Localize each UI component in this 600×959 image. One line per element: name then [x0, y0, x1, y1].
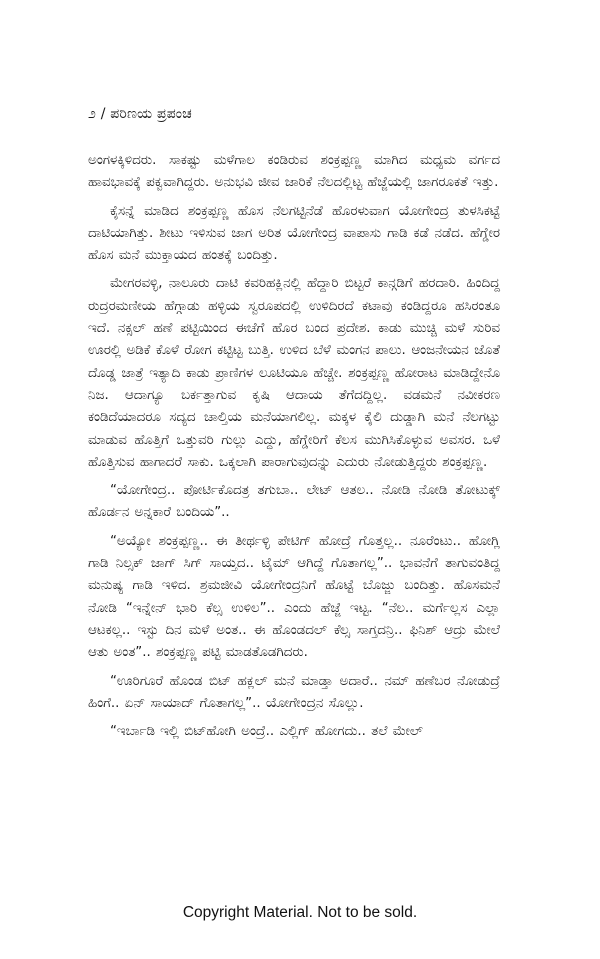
paragraph: ಮೇಗರವಳ್ಳಿ, ನಾಲೂರು ದಾಟಿ ಕವರಿಹಕ್ಲಿನಲ್ಲಿ ಹೆದ್ದಾರಿ ಬಿಟ್ಟರೆ ಕಾನ್ಗಡಿಗೆ ಹರದಾರಿ. ಹಿಂದಿದ್ದ ರುದ್ರರಮಣೀಯ ಹೆಗ್ಗಾಡು ಹಳ್ಳಿಯ ಸ್ವರೂಪದಲ್ಲಿ ಉಳಿದಿರದೆ ಕಟಾವು ಕಂಡಿದ್ದರೂ ಹಸಿರಂತೂ ಇದೆ. ನಕ್ಸಲ್ ಹಣೆ ಪಟ್ಟಿಯಿಂದ ಈಚೆಗೆ ಹೊರ ಬಂದ ಪ್ರದೇಶ. ಕಾಡು ಮುಚ್ಚಿ ಮಳೆ ಸುರಿವ ಊರಲ್ಲಿ ಅಡಿಕೆ ಕೊಳೆ ರೋಗ ಕಟ್ಟಿಟ್ಟ ಬುತ್ತಿ. ಉಳಿದ ಬೆಳೆ ಮಂಗನ ಪಾಲು. ಆಂಜನೇಯನ ಜೊತೆ ದೊಡ್ಡ ಜಾತ್ರೆ ಇತ್ಯಾದಿ ಕಾಡು ಪ್ರಾಣಿಗಳ ಲೂಟಿಯೂ ಹೆಚ್ಚೇ. ಶಂಕ್ರಪ್ಪಣ್ಣ ಹೋರಾಟ ಮಾಡಿದ್ದೇನೊ ನಿಜ. ಆದಾಗ್ಯೂ ಬರ್ಕತ್ತಾಗುವ ಕೃಷಿ ಆದಾಯ ತೆಗೆದದ್ದಿಲ್ಲ. ವಡಮನೆ ನವೀಕರಣ ಕಂಡಿದೆಯಾದರೂ ಸದ್ಯದ ಚಾಲ್ತಿಯ ಮನೆಯಾಗಲಿಲ್ಲ. ಮಕ್ಕಳ ಕೈಲಿ ದುಡ್ಡಾಗಿ ಮನೆ ನೆಲಗಟ್ಟು ಮಾಡುವ ಹೊತ್ತಿಗೆ ಒತ್ತುವರಿ ಗುಲ್ಲು ಎದ್ದು, ಹೆಗ್ಡೇರಿಗೆ ಕೆಲಸ ಮುಗಿಸಿಕೊಳ್ಳುವ ಅವಸರ. ಒಳೆ ಹೊತ್ತಿಸುವ ಹಾಗಾದರೆ ಸಾಕು. ಒಕ್ಕಲಾಗಿ ಪಾರಾಗುವುದನ್ನು ಎದುರು ನೋಡುತ್ತಿದ್ದರು ಶಂಕ್ರಪ್ಪಣ್ಣ.: [88, 276, 500, 470]
paragraph: “ಇರ್ಬಾಡಿ ಇಲ್ಲಿ ಬಿಟ್‌ಹೋಗಿ ಅಂದ್ರೆ.. ಎಲ್ಲಿಗ್ ಹೋಗದು.. ತಲೆ ಮೇಲ್: [110, 724, 423, 740]
body-text: [88, 150, 500, 749]
running-head: ೨ / ಪರಿಣಯ ಪ್ರಪಂಚ: [88, 106, 192, 122]
paragraph: “ಯೋಗೇಂದ್ರ.. ಪೋರ್ಟಿಕೊದತ್ರ ತಗುಬಾ.. ಲೇಟ್ ಆತಲ.. ನೋಡಿ ನೋಡಿ ತೋಟುಕ್ಕ್ ಹೊರ್ಡನ ಅನ್ನಕಾರೆ ಬಂದಿಯ”..: [88, 483, 500, 521]
paragraph: “ಅಯ್ಯೋ ಶಂಕ್ರಪ್ಪಣ್ಣ.. ಈ ತೀರ್ಥಳ್ಳಿ ಪೇಟಿಗ್ ಹೋದ್ರೆ ಗೊತ್ತಲ್ಲ.. ನೂರೆಂಟು.. ಹೋಗ್ಲಿ ಗಾಡಿ ನಿಲ್ಸಕ್ ಜಾಗ್ ಸಿಗ್ ಸಾಯ್ತದ.. ಟೈಮ್ ಆಗಿದ್ದೆ ಗೊತಾಗಲ್ಲ”.. ಭಾವನೆಗೆ ತಾಗುವಂತಿದ್ದ ಮನುಷ್ಯ ಗಾಡಿ ಇಳಿದ. ಶ್ರಮಜೀವಿ ಯೋಗೇಂದ್ರನಿಗೆ ಹೊಟ್ಟೆ ಬೊಜ್ಜು ಬಂದಿತ್ತು. ಹೊಸಮನೆ ನೋಡಿ “ಇನ್ನೇನ್ ಭಾರಿ ಕೆಲ್ಸ ಉಳಿಲ”.. ಎಂದು ಹೆಜ್ಜೆ ಇಟ್ಟ. “ನೆಲ.. ಮರ್ಗೆಲ್ಲಸ ಎಲ್ಲಾ ಆಟಕಲ್ಲ.. ಇಸ್ಟು ದಿನ ಮಳೆ ಅಂತ.. ಈ ಹೊಂಡದಲ್ ಕೆಲ್ಸ ಸಾಗ್ತದನ್ರಿ.. ಫಿನಿಶ್ ಆದ್ರು ಮೇಲೆ ಆತು ಅಂತ”.. ಶಂಕ್ರಪ್ಪಣ್ಣ ಪಟ್ಟಿ ಮಾಡತೊಡಗಿದರು.: [88, 533, 500, 661]
paragraph: “ಊರಿಗೂರೆ ಹೊಂಡ ಬಿಟ್ ಹಕ್ಲಲ್ ಮನೆ ಮಾಡ್ತಾ ಅದಾರೆ.. ನಮ್ ಹಣೆಬರ ನೋಡುದ್ರೆ ಹಿಂಗೆ.. ಏನ್ ಸಾಯಾದ್ ಗೊತಾಗಲ್ಲ”.. ಯೋಗೇಂದ್ರನ ಸೊಲ್ಲು.: [88, 673, 500, 711]
paragraph: ಕೈಸನ್ನೆ ಮಾಡಿದ ಶಂಕ್ರಪ್ಪಣ್ಣ ಹೊಸ ನೆಲಗಟ್ಟಿನೆಡೆ ಹೊರಳುವಾಗ ಯೋಗೇಂದ್ರ ತುಳಸಿಕಟ್ಟೆ ದಾಟಿಯಾಗಿತ್ತು. ಶೀಟು ಇಳಿಸುವ ಜಾಗ ಅರಿತ ಯೋಗೇಂದ್ರ ವಾಪಾಸು ಗಾಡಿ ಕಡೆ ನಡೆದ. ಹೆಗ್ಡೇರ ಹೊಸ ಮನೆ ಮುಕ್ತಾಯದ ಹಂತಕ್ಕೆ ಬಂದಿತ್ತು.: [88, 203, 500, 264]
copyright-notice: Copyright Material. Not to be sold.: [182, 904, 418, 921]
paragraph: ಅಂಗಳಕ್ಕಿಳಿದರು. ಸಾಕಷ್ಟು ಮಳೆಗಾಲ ಕಂಡಿರುವ ಶಂಕ್ರಪ್ಪಣ್ಣ ಮಾಗಿದ ಮಧ್ಯಮ ವರ್ಗದ ಹಾವಭಾವಕ್ಕೆ ಪಕ್ವವಾಗಿದ್ದರು. ಅನುಭವಿ ಜೀವ ಜಾರಿಕೆ ನೆಲದಲ್ಲಿಟ್ಟ ಹೆಜ್ಜೆಯಲ್ಲಿ ಜಾಗರೂಕತೆ ಇತ್ತು.: [88, 153, 500, 191]
